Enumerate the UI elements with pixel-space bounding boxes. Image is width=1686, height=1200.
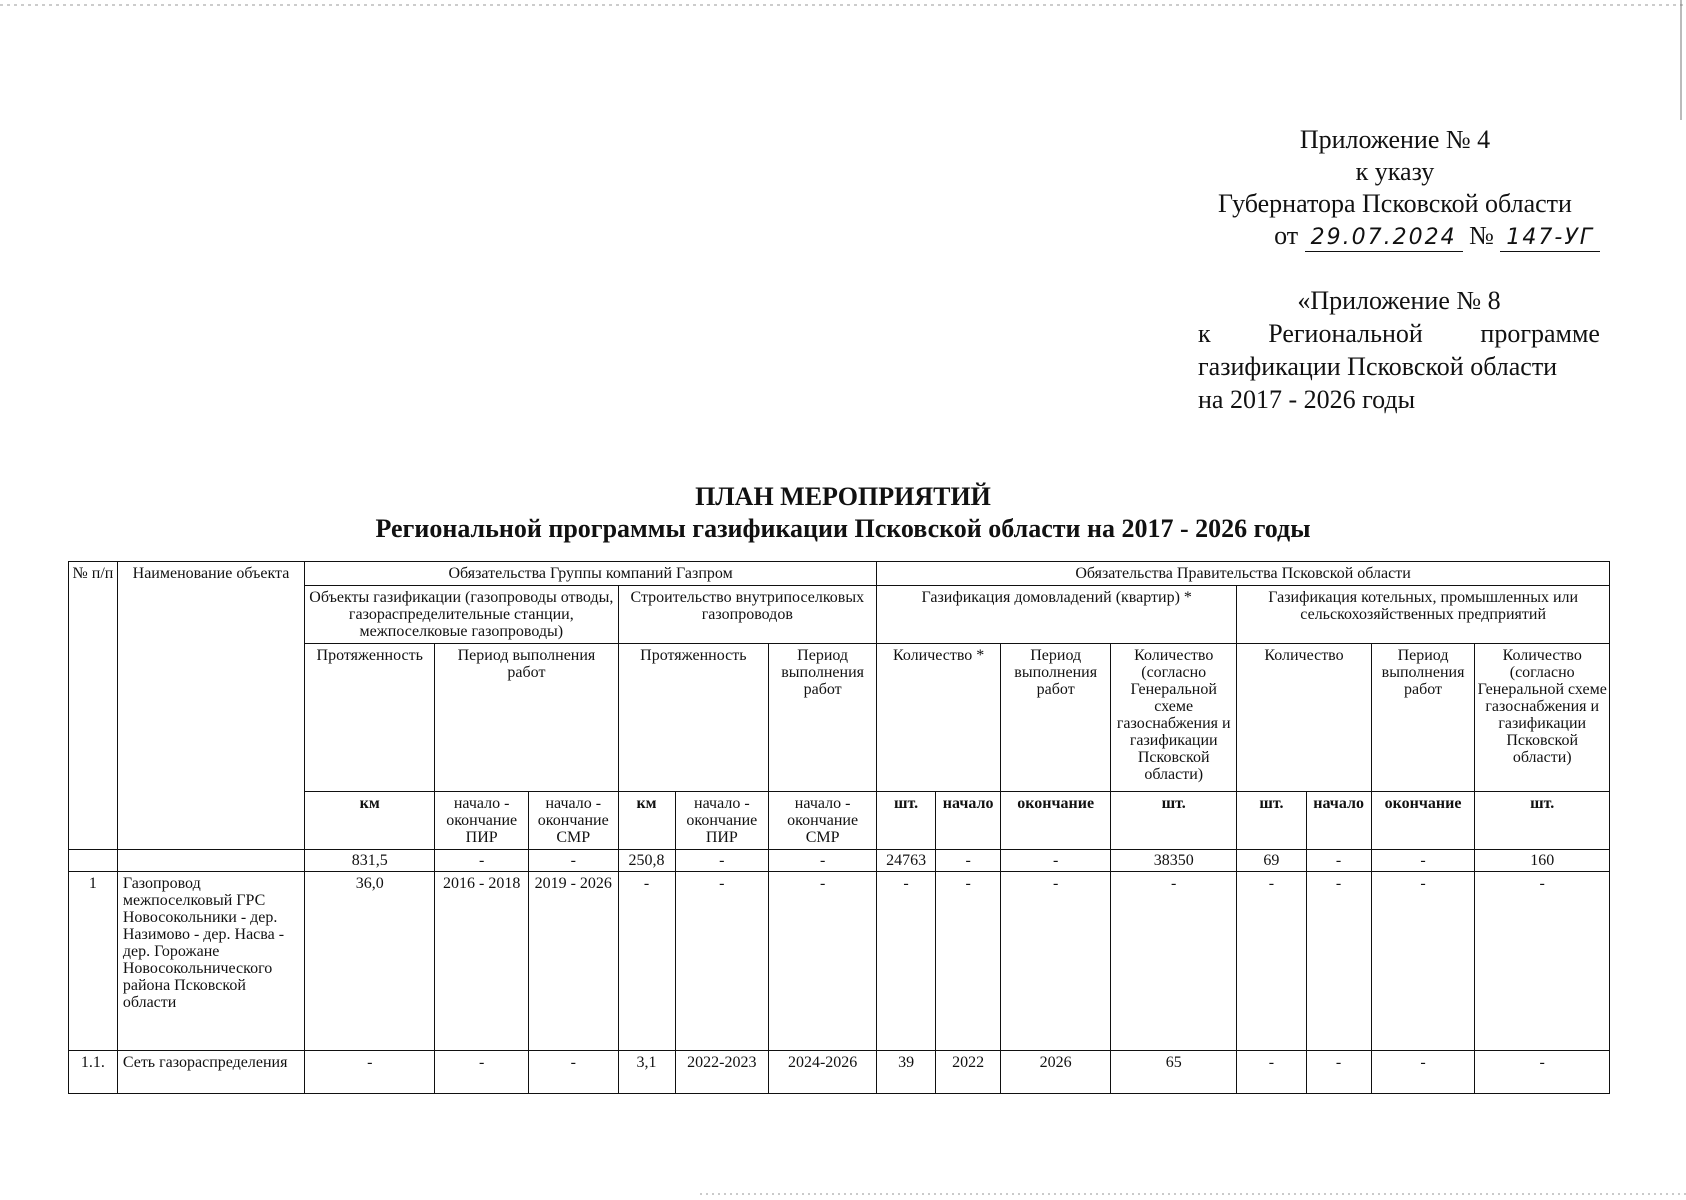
row-cell: 36,0 [305, 872, 435, 1051]
unit-sht-4: шт. [1475, 792, 1610, 850]
row-num: 1 [69, 872, 118, 1051]
row-cell: 2022 [936, 1051, 1001, 1094]
unit-end-1: окончание [1001, 792, 1111, 850]
total-cell: 250,8 [618, 850, 675, 872]
header-name: Наименование объекта [117, 562, 304, 850]
header-count-gen-2: Количество (согласно Генеральной схеме газоснабжения и газификации Псковской области) [1475, 644, 1610, 792]
header-count-1: Количество * [877, 644, 1001, 792]
row-cell: - [877, 872, 936, 1051]
header-count-2: Количество [1237, 644, 1371, 792]
header-period-4: Период выполнения работ [1371, 644, 1475, 792]
row-cell: 2019 - 2026 [528, 872, 618, 1051]
row-cell: - [675, 872, 769, 1051]
unit-sht-2: шт. [1111, 792, 1237, 850]
row-cell: - [1371, 1051, 1475, 1094]
row-cell: - [1111, 872, 1237, 1051]
header-length-2: Протяженность [618, 644, 769, 792]
header-count-gen-1: Количество (согласно Генеральной схеме газоснабжения и газификации Псковской области) [1111, 644, 1237, 792]
header-objects: Объекты газификации (газопроводы отводы, газораспределительные станции, межпоселковые газопроводы) [305, 586, 618, 644]
row-cell: - [528, 1051, 618, 1094]
row-name: Сеть газораспределения [117, 1051, 304, 1094]
row-cell: - [1371, 872, 1475, 1051]
row-cell: 3,1 [618, 1051, 675, 1094]
total-cell: - [1306, 850, 1371, 872]
total-cell: - [528, 850, 618, 872]
unit-pir-2: начало - окончание ПИР [675, 792, 769, 850]
unit-smr-1: начало - окончание СМР [528, 792, 618, 850]
plan-table [68, 561, 1610, 1094]
header-gazprom: Обязательства Группы компаний Газпром [305, 562, 877, 586]
annex-date-line [1190, 220, 1600, 252]
total-cell: - [769, 850, 877, 872]
scan-edge-bottom [700, 1193, 1686, 1195]
header-length-1: Протяженность [305, 644, 435, 792]
total-cell: - [936, 850, 1001, 872]
row-cell: 2024-2026 [769, 1051, 877, 1094]
total-cell: 24763 [877, 850, 936, 872]
date-prefix: от [1274, 221, 1299, 250]
row-cell: 2026 [1001, 1051, 1111, 1094]
unit-km-2: км [618, 792, 675, 850]
annex8-word-1: к [1198, 319, 1211, 348]
total-cell: - [435, 850, 529, 872]
total-num-cell [69, 850, 118, 872]
unit-start-2: начало [1306, 792, 1371, 850]
total-row [69, 850, 1610, 872]
row-cell: 65 [1111, 1051, 1237, 1094]
header-government: Обязательства Правительства Псковской области [877, 562, 1610, 586]
annex8-word-2: Региональной [1268, 319, 1423, 348]
row-cell: - [1306, 872, 1371, 1051]
page-subtitle: Региональной программы газификации Псковской области на 2017 - 2026 годы [375, 514, 1311, 543]
row-cell: - [618, 872, 675, 1051]
annex-header [1190, 124, 1600, 252]
total-cell: - [1371, 850, 1475, 872]
row-cell: - [1237, 1051, 1306, 1094]
table-row [69, 872, 1610, 1051]
total-cell: - [675, 850, 769, 872]
unit-sht-1: шт. [877, 792, 936, 850]
unit-end-2: окончание [1371, 792, 1475, 850]
annex8-header [1198, 284, 1600, 416]
annex8-line-1: «Приложение № 8 [1297, 286, 1501, 315]
total-cell: 38350 [1111, 850, 1237, 872]
total-cell: 69 [1237, 850, 1306, 872]
row-cell: - [1475, 872, 1610, 1051]
header-row-1 [69, 562, 1610, 586]
number-sign: № [1469, 221, 1494, 250]
scan-edge-right [1680, 0, 1682, 120]
header-period-1: Период выполнения работ [435, 644, 618, 792]
unit-start-1: начало [936, 792, 1001, 850]
handwritten-number: 147-УГ [1500, 225, 1600, 252]
row-cell: 39 [877, 1051, 936, 1094]
row-cell: - [1306, 1051, 1371, 1094]
page-title: ПЛАН МЕРОПРИЯТИЙ [695, 482, 991, 511]
row-cell: - [1475, 1051, 1610, 1094]
annex8-line-2 [1198, 317, 1600, 350]
annex8-line-4: на 2017 - 2026 годы [1198, 385, 1416, 414]
row-cell: - [769, 872, 877, 1051]
unit-smr-2: начало - окончание СМР [769, 792, 877, 850]
unit-sht-3: шт. [1237, 792, 1306, 850]
header-households: Газификация домовладений (квартир) * [877, 586, 1237, 644]
row-cell: 2016 - 2018 [435, 872, 529, 1051]
header-boilers: Газификация котельных, промышленных или сельскохозяйственных предприятий [1237, 586, 1610, 644]
handwritten-date: 29.07.2024 [1305, 225, 1463, 252]
header-construction: Строительство внутрипоселковых газопроводов [618, 586, 877, 644]
annex-line-2: к указу [1355, 157, 1435, 186]
row-cell: - [1237, 872, 1306, 1051]
total-cell: 160 [1475, 850, 1610, 872]
annex8-word-3: программе [1480, 319, 1600, 348]
unit-pir-1: начало - окончание ПИР [435, 792, 529, 850]
row-cell: - [936, 872, 1001, 1051]
row-cell: - [435, 1051, 529, 1094]
unit-km-1: км [305, 792, 435, 850]
scan-edge-top [0, 4, 1686, 6]
row-cell: 2022-2023 [675, 1051, 769, 1094]
row-cell: - [305, 1051, 435, 1094]
total-name-cell [117, 850, 304, 872]
table-row [69, 1051, 1610, 1094]
annex-line-1: Приложение № 4 [1299, 125, 1491, 154]
header-num: № п/п [69, 562, 118, 850]
row-num: 1.1. [69, 1051, 118, 1094]
row-cell: - [1001, 872, 1111, 1051]
total-cell: - [1001, 850, 1111, 872]
header-period-2: Период выполнения работ [769, 644, 877, 792]
row-name: Газопровод межпоселковый ГРС Новосокольники - дер. Назимово - дер. Насва - дер. Горожане Новосокольнического района Псковской области [117, 872, 304, 1051]
annex-line-3: Губернатора Псковской области [1218, 189, 1572, 218]
total-cell: 831,5 [305, 850, 435, 872]
annex8-line-3: газификации Псковской области [1198, 352, 1558, 381]
header-period-3: Период выполнения работ [1001, 644, 1111, 792]
